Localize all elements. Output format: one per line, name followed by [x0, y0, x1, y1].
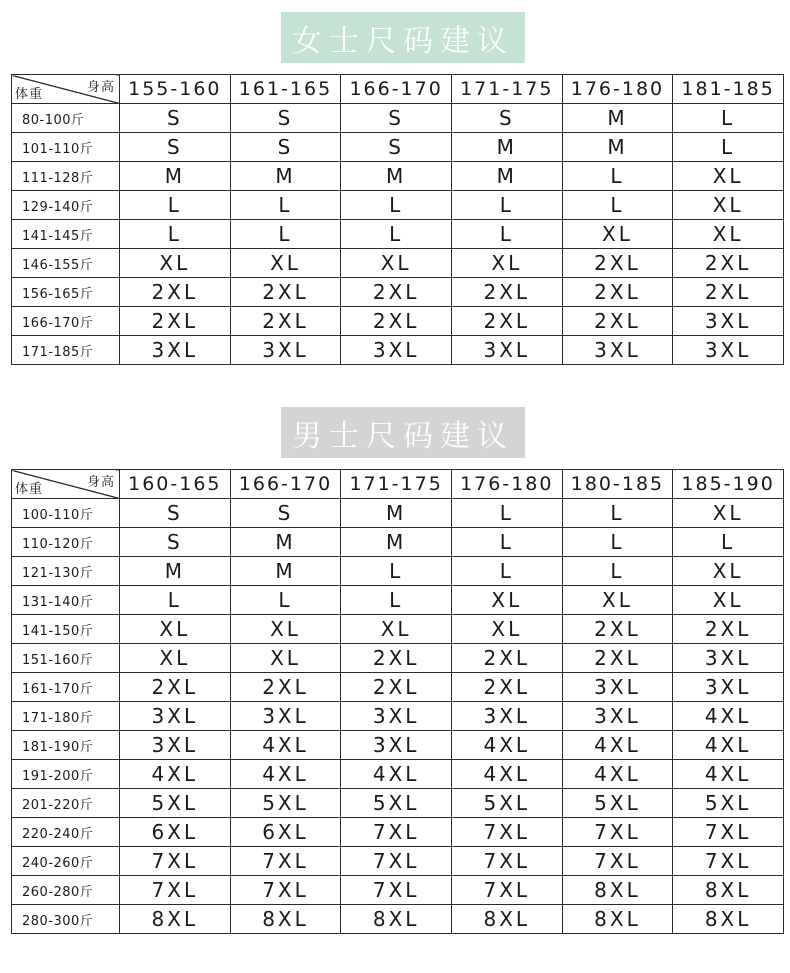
weight-range-cell: 141-145斤: [12, 220, 120, 249]
size-cell: 8XL: [120, 905, 231, 934]
size-cell: S: [230, 499, 341, 528]
size-cell: S: [341, 104, 452, 133]
size-cell: S: [120, 104, 231, 133]
height-column-header: 176-180: [451, 470, 562, 499]
size-cell: 7XL: [451, 818, 562, 847]
size-cell: 8XL: [230, 905, 341, 934]
size-cell: XL: [451, 249, 562, 278]
size-cell: XL: [673, 162, 784, 191]
weight-range-cell: 80-100斤: [12, 104, 120, 133]
size-cell: 3XL: [451, 336, 562, 365]
size-cell: L: [562, 528, 673, 557]
weight-range-cell: 220-240斤: [12, 818, 120, 847]
size-cell: L: [120, 586, 231, 615]
size-cell: S: [341, 133, 452, 162]
size-cell: M: [230, 528, 341, 557]
size-cell: 2XL: [562, 278, 673, 307]
size-cell: XL: [120, 249, 231, 278]
size-cell: 2XL: [230, 278, 341, 307]
size-cell: 3XL: [451, 702, 562, 731]
size-cell: L: [341, 586, 452, 615]
size-cell: 2XL: [341, 673, 452, 702]
size-cell: L: [120, 220, 231, 249]
size-cell: L: [230, 586, 341, 615]
size-cell: 3XL: [341, 336, 452, 365]
header-row: [12, 75, 784, 104]
table-row: [12, 644, 784, 673]
weight-range-cell: 121-130斤: [12, 557, 120, 586]
size-cell: L: [230, 191, 341, 220]
table-row: [12, 528, 784, 557]
size-cell: 8XL: [673, 905, 784, 934]
table-row: [12, 789, 784, 818]
size-cell: 7XL: [341, 876, 452, 905]
table-row: [12, 307, 784, 336]
height-column-header: 161-165: [230, 75, 341, 104]
weight-range-cell: 101-110斤: [12, 133, 120, 162]
size-cell: 4XL: [562, 731, 673, 760]
corner-weight-label: 体重: [15, 87, 44, 102]
size-cell: XL: [673, 220, 784, 249]
size-cell: XL: [673, 191, 784, 220]
size-cell: M: [120, 162, 231, 191]
men-size-table: [11, 469, 784, 934]
corner-height-label: 身高: [86, 475, 115, 490]
size-cell: 7XL: [230, 876, 341, 905]
table-row: [12, 278, 784, 307]
size-cell: L: [562, 191, 673, 220]
size-cell: M: [341, 528, 452, 557]
table-row: [12, 499, 784, 528]
size-cell: 5XL: [451, 789, 562, 818]
size-cell: 6XL: [230, 818, 341, 847]
table-row: [12, 818, 784, 847]
corner-cell: [12, 75, 120, 104]
size-cell: XL: [451, 586, 562, 615]
size-cell: 7XL: [451, 847, 562, 876]
size-cell: 7XL: [562, 847, 673, 876]
size-cell: S: [230, 104, 341, 133]
size-cell: 7XL: [562, 818, 673, 847]
header-row: [12, 470, 784, 499]
size-cell: 4XL: [230, 760, 341, 789]
size-cell: 2XL: [120, 307, 231, 336]
weight-range-cell: 181-190斤: [12, 731, 120, 760]
size-cell: S: [120, 499, 231, 528]
size-cell: 7XL: [230, 847, 341, 876]
weight-range-cell: 146-155斤: [12, 249, 120, 278]
weight-range-cell: 166-170斤: [12, 307, 120, 336]
height-column-header: 180-185: [562, 470, 673, 499]
size-cell: L: [673, 104, 784, 133]
size-cell: XL: [230, 644, 341, 673]
size-cell: 2XL: [341, 307, 452, 336]
size-cell: 5XL: [341, 789, 452, 818]
women-size-table: [11, 74, 784, 365]
size-cell: 3XL: [120, 702, 231, 731]
weight-range-cell: 131-140斤: [12, 586, 120, 615]
table-row: [12, 731, 784, 760]
size-cell: 3XL: [673, 307, 784, 336]
size-cell: 8XL: [673, 876, 784, 905]
size-cell: L: [341, 557, 452, 586]
size-cell: 2XL: [451, 644, 562, 673]
size-cell: L: [562, 557, 673, 586]
size-cell: 5XL: [562, 789, 673, 818]
weight-range-cell: 191-200斤: [12, 760, 120, 789]
size-cell: M: [451, 162, 562, 191]
size-cell: XL: [120, 644, 231, 673]
size-cell: 3XL: [341, 702, 452, 731]
size-cell: XL: [230, 615, 341, 644]
size-cell: 4XL: [673, 731, 784, 760]
size-cell: 6XL: [120, 818, 231, 847]
size-cell: 2XL: [562, 644, 673, 673]
size-cell: 8XL: [562, 876, 673, 905]
size-cell: 3XL: [120, 336, 231, 365]
size-cell: 3XL: [341, 731, 452, 760]
height-column-header: 166-170: [341, 75, 452, 104]
size-cell: L: [562, 499, 673, 528]
size-cell: 2XL: [673, 615, 784, 644]
size-cell: 4XL: [562, 760, 673, 789]
table-row: [12, 557, 784, 586]
weight-range-cell: 110-120斤: [12, 528, 120, 557]
size-cell: XL: [120, 615, 231, 644]
table-row: [12, 191, 784, 220]
table-row: [12, 133, 784, 162]
size-cell: XL: [451, 615, 562, 644]
size-cell: 2XL: [451, 673, 562, 702]
size-cell: 2XL: [562, 307, 673, 336]
height-column-header: 181-185: [673, 75, 784, 104]
size-cell: 2XL: [341, 644, 452, 673]
size-cell: M: [341, 162, 452, 191]
size-cell: 3XL: [562, 336, 673, 365]
weight-range-cell: 129-140斤: [12, 191, 120, 220]
weight-range-cell: 151-160斤: [12, 644, 120, 673]
size-cell: 2XL: [230, 673, 341, 702]
size-cell: 3XL: [120, 731, 231, 760]
size-cell: 7XL: [120, 847, 231, 876]
men-size-title: 男士尺码建议: [281, 407, 525, 458]
weight-range-cell: 240-260斤: [12, 847, 120, 876]
size-cell: 2XL: [120, 278, 231, 307]
size-cell: M: [451, 133, 562, 162]
size-cell: 5XL: [230, 789, 341, 818]
height-column-header: 155-160: [120, 75, 231, 104]
size-cell: L: [451, 191, 562, 220]
size-cell: 3XL: [230, 336, 341, 365]
size-cell: 7XL: [341, 847, 452, 876]
table-row: [12, 905, 784, 934]
table-row: [12, 673, 784, 702]
weight-range-cell: 201-220斤: [12, 789, 120, 818]
size-cell: 2XL: [230, 307, 341, 336]
size-cell: S: [230, 133, 341, 162]
size-cell: 4XL: [451, 760, 562, 789]
height-column-header: 160-165: [120, 470, 231, 499]
size-cell: 4XL: [230, 731, 341, 760]
size-cell: 7XL: [673, 847, 784, 876]
size-cell: 7XL: [673, 818, 784, 847]
size-cell: L: [562, 162, 673, 191]
size-cell: 5XL: [673, 789, 784, 818]
size-cell: 3XL: [562, 673, 673, 702]
table-row: [12, 336, 784, 365]
size-cell: 8XL: [562, 905, 673, 934]
size-cell: L: [230, 220, 341, 249]
size-cell: M: [230, 162, 341, 191]
size-cell: 2XL: [673, 278, 784, 307]
weight-range-cell: 280-300斤: [12, 905, 120, 934]
size-cell: M: [562, 104, 673, 133]
size-cell: 7XL: [120, 876, 231, 905]
weight-range-cell: 100-110斤: [12, 499, 120, 528]
weight-range-cell: 141-150斤: [12, 615, 120, 644]
size-cell: 8XL: [341, 905, 452, 934]
size-cell: 2XL: [562, 615, 673, 644]
table-row: [12, 615, 784, 644]
height-column-header: 171-175: [451, 75, 562, 104]
size-cell: L: [451, 557, 562, 586]
weight-range-cell: 171-180斤: [12, 702, 120, 731]
height-column-header: 166-170: [230, 470, 341, 499]
size-cell: 3XL: [673, 336, 784, 365]
size-cell: 3XL: [562, 702, 673, 731]
size-cell: XL: [673, 586, 784, 615]
size-cell: S: [451, 104, 562, 133]
size-cell: 4XL: [120, 760, 231, 789]
size-cell: 2XL: [562, 249, 673, 278]
table-row: [12, 249, 784, 278]
size-cell: 8XL: [451, 905, 562, 934]
corner-height-label: 身高: [86, 80, 115, 95]
women-size-title: 女士尺码建议: [281, 12, 525, 63]
size-cell: 2XL: [120, 673, 231, 702]
size-cell: L: [451, 220, 562, 249]
corner-cell: [12, 470, 120, 499]
table-row: [12, 702, 784, 731]
size-cell: XL: [230, 249, 341, 278]
weight-range-cell: 260-280斤: [12, 876, 120, 905]
table-row: [12, 162, 784, 191]
height-column-header: 185-190: [673, 470, 784, 499]
size-cell: 5XL: [120, 789, 231, 818]
size-cell: XL: [562, 586, 673, 615]
table-row: [12, 220, 784, 249]
size-cell: 7XL: [341, 818, 452, 847]
weight-range-cell: 111-128斤: [12, 162, 120, 191]
size-cell: 4XL: [451, 731, 562, 760]
size-cell: L: [341, 191, 452, 220]
size-cell: XL: [673, 557, 784, 586]
size-cell: 4XL: [341, 760, 452, 789]
size-cell: M: [230, 557, 341, 586]
table-row: [12, 876, 784, 905]
table-row: [12, 586, 784, 615]
size-cell: L: [673, 528, 784, 557]
size-cell: 2XL: [341, 278, 452, 307]
table-row: [12, 847, 784, 876]
weight-range-cell: 161-170斤: [12, 673, 120, 702]
size-cell: 2XL: [451, 307, 562, 336]
size-cell: XL: [341, 615, 452, 644]
weight-range-cell: 171-185斤: [12, 336, 120, 365]
weight-range-cell: 156-165斤: [12, 278, 120, 307]
table-row: [12, 760, 784, 789]
size-cell: 4XL: [673, 760, 784, 789]
size-cell: 3XL: [673, 673, 784, 702]
size-cell: L: [673, 133, 784, 162]
size-cell: L: [341, 220, 452, 249]
height-column-header: 171-175: [341, 470, 452, 499]
size-cell: 2XL: [673, 249, 784, 278]
size-cell: 4XL: [673, 702, 784, 731]
size-cell: S: [120, 133, 231, 162]
size-cell: 3XL: [230, 702, 341, 731]
size-cell: 3XL: [673, 644, 784, 673]
height-column-header: 176-180: [562, 75, 673, 104]
size-cell: XL: [673, 499, 784, 528]
size-cell: XL: [341, 249, 452, 278]
corner-weight-label: 体重: [15, 482, 44, 497]
size-cell: L: [451, 499, 562, 528]
size-cell: 7XL: [451, 876, 562, 905]
size-cell: L: [120, 191, 231, 220]
size-cell: M: [120, 557, 231, 586]
size-cell: 2XL: [451, 278, 562, 307]
table-row: [12, 104, 784, 133]
size-cell: XL: [562, 220, 673, 249]
size-cell: M: [341, 499, 452, 528]
size-cell: L: [451, 528, 562, 557]
size-cell: M: [562, 133, 673, 162]
size-cell: S: [120, 528, 231, 557]
